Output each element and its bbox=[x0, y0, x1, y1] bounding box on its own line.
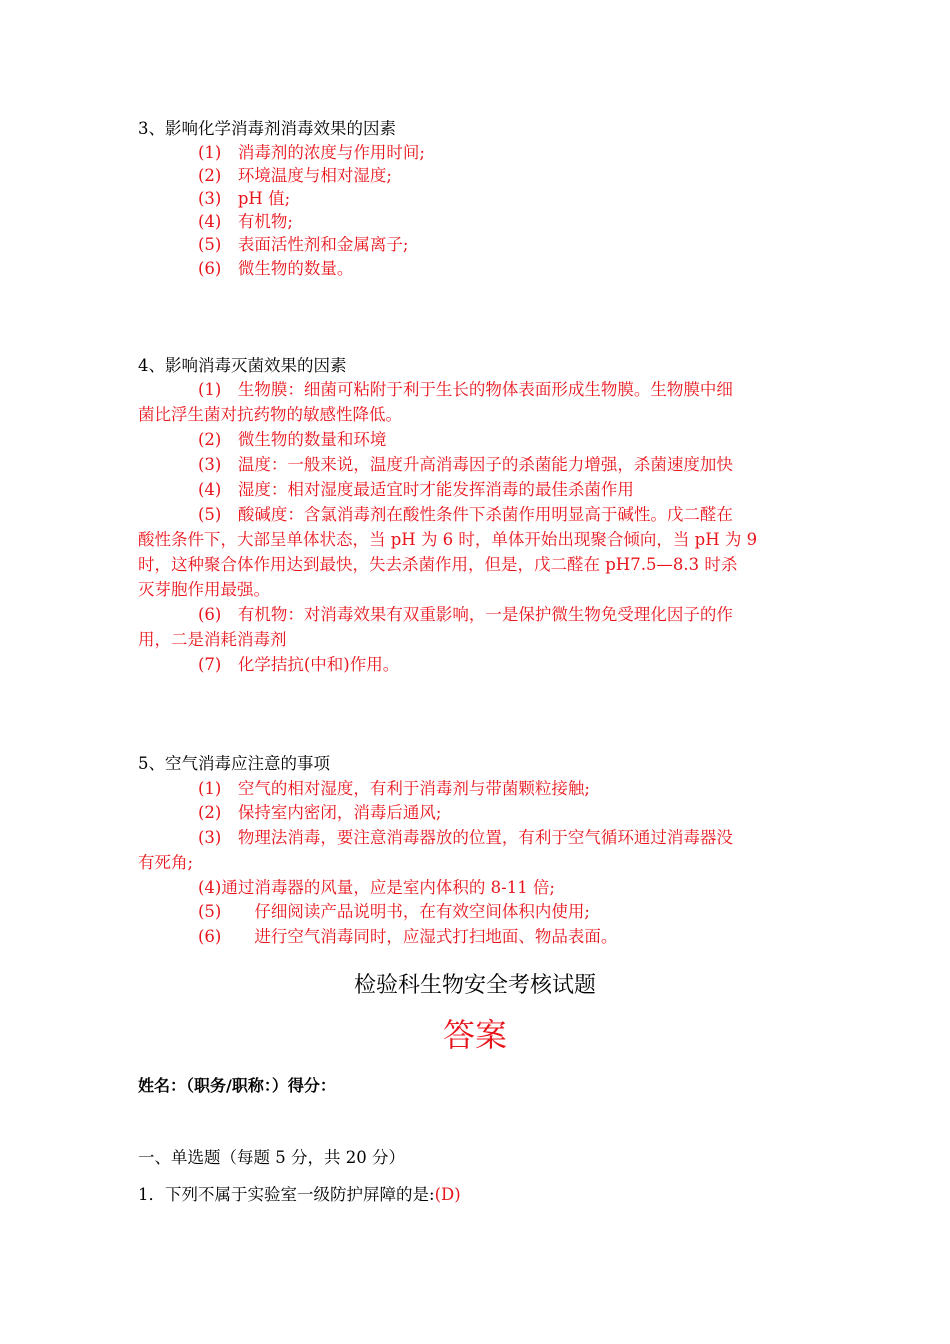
section-4-line: (3) 温度：一般来说，温度升高消毒因子的杀菌能力增强，杀菌速度加快 bbox=[198, 455, 733, 474]
section-3-item: (6) 微生物的数量。 bbox=[198, 259, 354, 278]
section-5-line: (2) 保持室内密闭，消毒后通风; bbox=[198, 803, 442, 822]
section-3-item: (4) 有机物; bbox=[198, 212, 293, 231]
section-4-heading: 4、影响消毒灭菌效果的因素 bbox=[138, 356, 347, 375]
section-4-line: (4) 湿度：相对湿度最适宜时才能发挥消毒的最佳杀菌作用 bbox=[198, 480, 634, 499]
section-5-heading: 5、空气消毒应注意的事项 bbox=[138, 754, 330, 773]
section-4-line: 酸性条件下，大部呈单体状态，当 pH 为 6 时，单体开始出现聚合倾向，当 pH 为 9 bbox=[138, 530, 758, 549]
section-4-line: (2) 微生物的数量和环境 bbox=[198, 430, 387, 449]
section-4-line: (5) 酸碱度：含氯消毒剂在酸性条件下杀菌作用明显高于碱性。戊二醛在 bbox=[198, 505, 733, 524]
section-5-line: (4)通过消毒器的风量，应是室内体积的 8-11 倍; bbox=[198, 878, 555, 897]
section-3-item: (2) 环境温度与相对湿度; bbox=[198, 166, 392, 185]
section-5-line: (5) 仔细阅读产品说明书，在有效空间体积内使用; bbox=[198, 902, 590, 921]
name-line: 姓名：（职务/职称：）得分： bbox=[138, 1076, 336, 1095]
section-3-heading: 3、影响化学消毒剂消毒效果的因素 bbox=[138, 119, 396, 138]
section-5-line: (1) 空气的相对湿度，有利于消毒剂与带菌颗粒接触; bbox=[198, 779, 590, 798]
section-5-line: (3) 物理法消毒，要注意消毒器放的位置，有利于空气循环通过消毒器没 bbox=[198, 828, 733, 847]
section-4-line: 灭芽胞作用最强。 bbox=[138, 580, 270, 599]
section-4-line: (1) 生物膜：细菌可粘附于利于生长的物体表面形成生物膜。生物膜中细 bbox=[198, 380, 733, 399]
section-5-line: (6) 进行空气消毒同时，应湿式打扫地面、物品表面。 bbox=[198, 927, 618, 946]
section-4-line: 用，二是消耗消毒剂 bbox=[138, 630, 287, 649]
section-4-line: 时，这种聚合体作用达到最快，失去杀菌作用，但是，戊二醛在 pH7.5—8.3 时杀 bbox=[138, 555, 738, 574]
section-3-item: (3) pH 值; bbox=[198, 189, 291, 208]
section-4-line: (7) 化学拮抗(中和)作用。 bbox=[198, 655, 400, 674]
part-1-heading: 一、单选题（每题 5 分，共 20 分） bbox=[138, 1148, 405, 1167]
section-4-line: 菌比浮生菌对抗药物的敏感性降低。 bbox=[138, 405, 402, 424]
question-1-text: 1．下列不属于实验室一级防护屏障的是: bbox=[138, 1185, 435, 1204]
section-3-item: (5) 表面活性剂和金属离子; bbox=[198, 235, 409, 254]
question-1 bbox=[138, 1183, 461, 1207]
section-5-line: 有死角; bbox=[138, 853, 194, 872]
answer-label: 答案 bbox=[442, 1016, 507, 1054]
section-3-item: (1) 消毒剂的浓度与作用时间; bbox=[198, 143, 425, 162]
section-4-line: (6) 有机物：对消毒效果有双重影响，一是保护微生物免受理化因子的作 bbox=[198, 605, 733, 624]
question-1-answer: (D) bbox=[434, 1185, 461, 1204]
exam-title: 检验科生物安全考核试题 bbox=[353, 973, 596, 998]
